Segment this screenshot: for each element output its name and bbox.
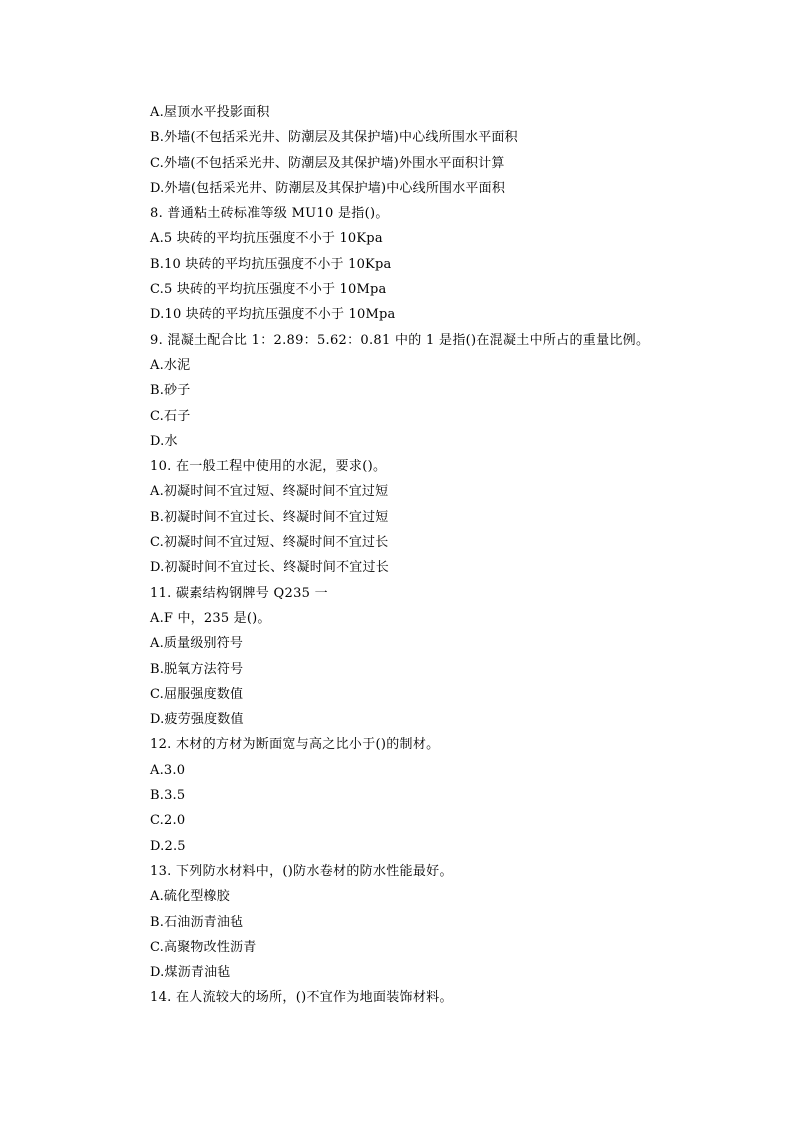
option-line: C.5 块砖的平均抗压强度不小于 10Mpa (150, 282, 387, 298)
option-line: D.水 (150, 433, 178, 449)
question-10: 10. 在一般工程中使用的水泥，要求()。 (150, 459, 387, 475)
option-line: D.煤沥青油毡 (150, 965, 231, 981)
option-line: B.3.5 (150, 788, 186, 804)
question-9: 9. 混凝土配合比 1：2.89：5.62：0.81 中的 1 是指()在混凝土中所占的重量比例。 (150, 332, 650, 348)
option-line: D.外墙(包括采光井、防潮层及其保护墙)中心线所围水平面积 (150, 180, 506, 196)
option-line: B.石油沥青油毡 (150, 914, 244, 930)
document-body (150, 100, 710, 1011)
option-line: A.硫化型橡胶 (150, 889, 230, 905)
option-line: D.10 块砖的平均抗压强度不小于 10Mpa (150, 307, 396, 323)
option-line: D.初凝时间不宜过长、终凝时间不宜过长 (150, 560, 389, 576)
option-line: B.脱氧方法符号 (150, 661, 244, 677)
option-line: C.高聚物改性沥青 (150, 939, 257, 955)
option-line: D.2.5 (150, 838, 186, 854)
option-line: B.砂子 (150, 383, 191, 399)
option-line: A.5 块砖的平均抗压强度不小于 10Kpa (150, 231, 383, 247)
option-line: A.水泥 (150, 357, 191, 373)
question-12: 12. 木材的方材为断面宽与高之比小于()的制材。 (150, 737, 440, 753)
option-line: A.3.0 (150, 762, 186, 778)
question-11: 11. 碳素结构钢牌号 Q235 一 (150, 585, 328, 601)
option-line: C.屈服强度数值 (150, 686, 244, 702)
option-line: A.初凝时间不宜过短、终凝时间不宜过短 (150, 484, 389, 500)
question-13: 13. 下列防水材料中，()防水卷材的防水性能最好。 (150, 863, 453, 879)
option-line: C.初凝时间不宜过短、终凝时间不宜过长 (150, 535, 389, 551)
option-line: C.2.0 (150, 813, 186, 829)
option-line: B.初凝时间不宜过长、终凝时间不宜过短 (150, 509, 389, 525)
question-14: 14. 在人流较大的场所，()不宜作为地面装饰材料。 (150, 990, 453, 1006)
option-line: B.10 块砖的平均抗压强度不小于 10Kpa (150, 256, 392, 272)
option-line: D.疲劳强度数值 (150, 712, 244, 728)
option-line: C.外墙(不包括采光井、防潮层及其保护墙)外围水平面积计算 (150, 155, 505, 171)
question-11-continuation: A.F 中，235 是()。 (150, 610, 271, 626)
option-line: B.外墙(不包括采光井、防潮层及其保护墙)中心线所围水平面积 (150, 130, 518, 146)
option-line: A.屋顶水平投影面积 (150, 105, 270, 120)
option-line: A.质量级别符号 (150, 636, 244, 652)
option-line: C.石子 (150, 408, 191, 424)
question-8: 8. 普通粘土砖标准等级 MU10 是指()。 (150, 206, 389, 222)
